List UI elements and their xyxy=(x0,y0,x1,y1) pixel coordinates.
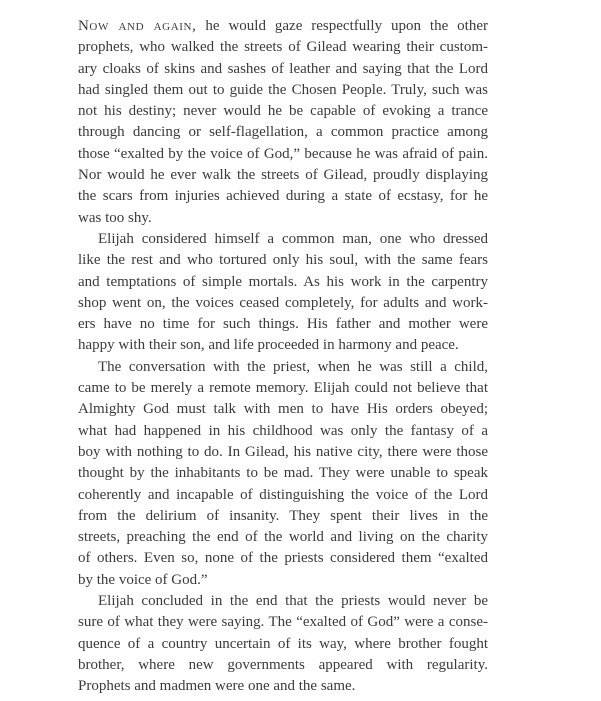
text-line: brother, where new governments appeared with regularity. xyxy=(78,656,488,673)
text-line: not his destiny; never would he be capable of evoking a trance xyxy=(78,103,488,120)
text-line: came to be merely a remote memory. Elijah could not believe that xyxy=(78,380,488,397)
text-line: through dancing or self-flagellation, a common practice among xyxy=(78,124,488,141)
text-line: streets, preaching the end of the world and living on the charity xyxy=(78,529,488,546)
text-line: those “exalted by the voice of God,” because he was afraid of pain. xyxy=(78,145,488,162)
text-line: of others. Even so, none of the priests considered them “exalted xyxy=(78,550,488,567)
text-line: sure of what they were saying. The “exalted of God” were a conse- xyxy=(78,614,488,631)
text-line: Prophets and madmen were one and the same. xyxy=(78,678,356,695)
text-line: the scars from injuries achieved during a state of ecstasy, for he xyxy=(78,188,488,205)
text-line: like the rest and who tortured only his soul, with the same fears xyxy=(78,252,488,269)
text-line: from the delirium of insanity. They spent their lives in the xyxy=(78,507,488,524)
text-line: prophets, who walked the streets of Gilead wearing their custom- xyxy=(78,39,488,56)
line-text: he would gaze respectfully upon the other xyxy=(205,18,488,34)
text-line: Almighty God must talk with men to have His orders obeyed; xyxy=(78,401,488,418)
text-line: boy with nothing to do. In Gilead, his native city, there were those xyxy=(78,443,488,460)
text-line: Elijah concluded in the end that the priests would never be xyxy=(98,593,488,610)
text-line: quence of a country uncertain of its way, where brother fought xyxy=(78,635,488,652)
text-line: by the voice of God.” xyxy=(78,571,208,588)
paragraph xyxy=(78,357,488,591)
text-line: thought by the inhabitants to be mad. They were unable to speak xyxy=(78,465,488,482)
text-line: The conversation with the priest, when he was still a child, xyxy=(98,358,488,375)
text-line: what had happened in his childhood was only the fantasy of a xyxy=(78,422,488,439)
text-line: coherently and incapable of distinguishing the voice of the Lord xyxy=(78,486,488,503)
text-line: ers have no time for such things. His father and mother were xyxy=(78,316,488,333)
paragraph xyxy=(78,591,488,697)
text-line: happy with their son, and life proceeded in harmony and peace. xyxy=(78,337,459,354)
text-line: shop went on, the voices ceased completely, for adults and work- xyxy=(78,294,488,311)
text-line: ary cloaks of skins and sashes of leather and saying that the Lord xyxy=(78,60,488,77)
text-line: and temptations of simple mortals. As his work in the carpentry xyxy=(78,273,488,290)
text-line: Nor would he ever walk the streets of Gilead, proudly displaying xyxy=(78,167,488,184)
text-line xyxy=(78,16,488,37)
text-line: was too shy. xyxy=(78,209,152,226)
book-text-block xyxy=(78,16,488,698)
text-line: Elijah considered himself a common man, one who dressed xyxy=(98,230,488,247)
paragraph xyxy=(78,16,488,229)
paragraph xyxy=(78,229,488,357)
opening-small-caps: Now and again, xyxy=(78,18,197,34)
text-line: had singled them out to guide the Chosen People. Truly, such was xyxy=(78,81,488,98)
